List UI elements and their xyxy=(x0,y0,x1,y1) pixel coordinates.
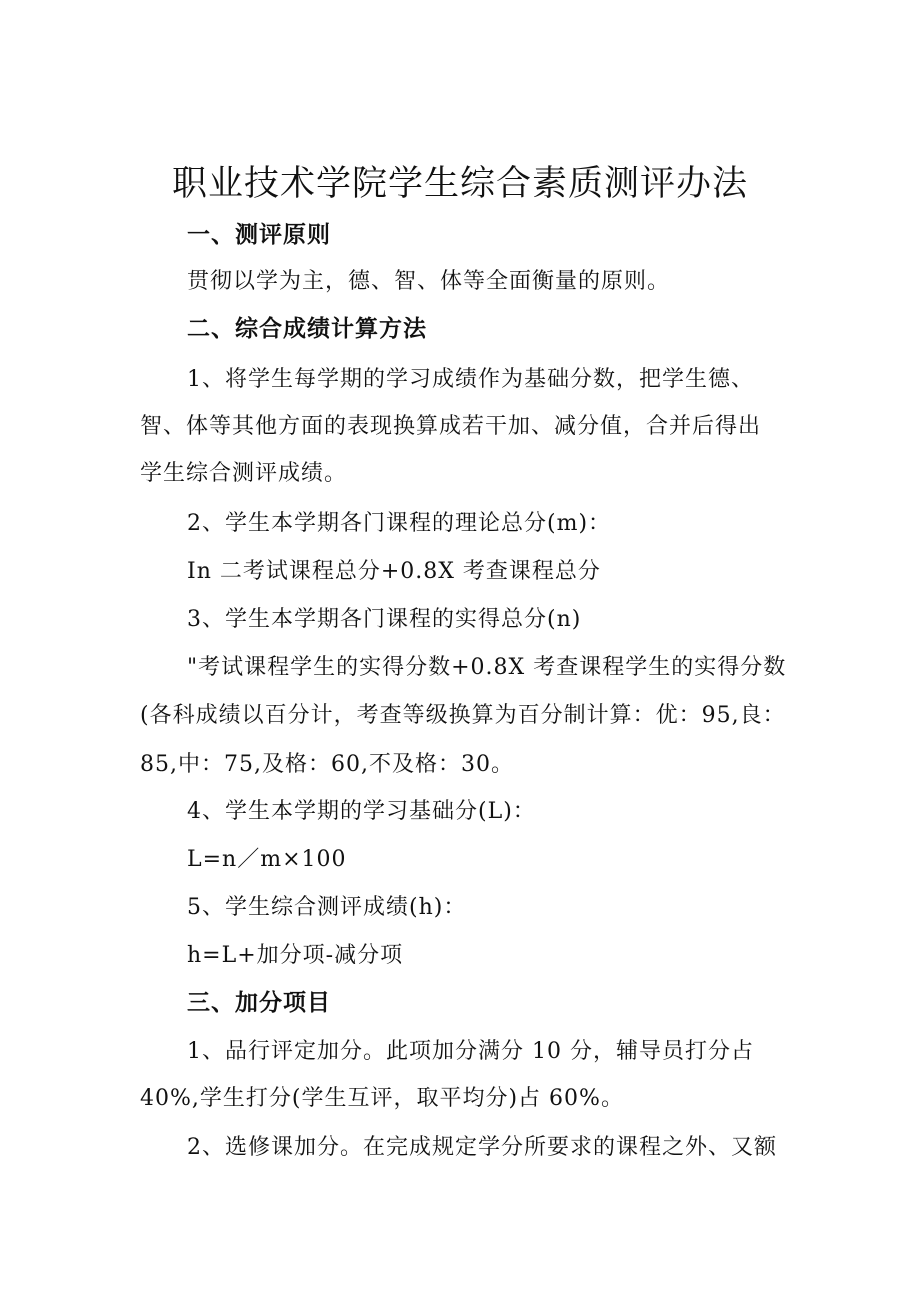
paragraph-line: 1、将学生每学期的学习成绩作为基础分数，把学生德、 xyxy=(187,367,754,392)
paragraph-line: (各科成绩以百分计，考查等级换算为百分制计算：优：95,良： xyxy=(140,703,786,728)
paragraph-line: 学生综合测评成绩。 xyxy=(140,461,348,486)
formula-line: h=L+加分项-减分项 xyxy=(187,943,404,968)
formula-line: In 二考试课程总分+0.8X 考查课程总分 xyxy=(187,559,601,584)
paragraph-line: 4、学生本学期的学习基础分(L)： xyxy=(187,799,536,824)
document-title: 职业技术学院学生综合素质测评办法 xyxy=(171,164,748,205)
paragraph-line: 3、学生本学期各门课程的实得总分(n) xyxy=(187,607,582,632)
paragraph-line: 贯彻以学为主，德、智、体等全面衡量的原则。 xyxy=(187,269,671,294)
section-heading-1: 一、测评原则 xyxy=(187,222,331,248)
formula-line: L=n／m×100 xyxy=(187,847,347,872)
paragraph-line: 1、品行评定加分。此项加分满分 10 分，辅导员打分占 xyxy=(187,1039,754,1064)
paragraph-line: 2、学生本学期各门课程的理论总分(m)： xyxy=(187,511,612,536)
section-heading-2: 二、综合成绩计算方法 xyxy=(187,316,427,342)
formula-line: "考试课程学生的实得分数+0.8X 考查课程学生的实得分数 xyxy=(187,655,787,680)
paragraph-line: 智、体等其他方面的表现换算成若干加、减分值，合并后得出 xyxy=(140,414,762,439)
section-heading-3: 三、加分项目 xyxy=(187,990,331,1016)
paragraph-line: 5、学生综合测评成绩(h)： xyxy=(187,895,467,920)
paragraph-line: 85,中：75,及格：60,不及格：30。 xyxy=(140,752,514,777)
paragraph-line: 2、选修课加分。在完成规定学分所要求的课程之外、又额 xyxy=(187,1135,777,1160)
paragraph-line: 40%,学生打分(学生互评，取平均分)占 60%。 xyxy=(140,1086,624,1111)
